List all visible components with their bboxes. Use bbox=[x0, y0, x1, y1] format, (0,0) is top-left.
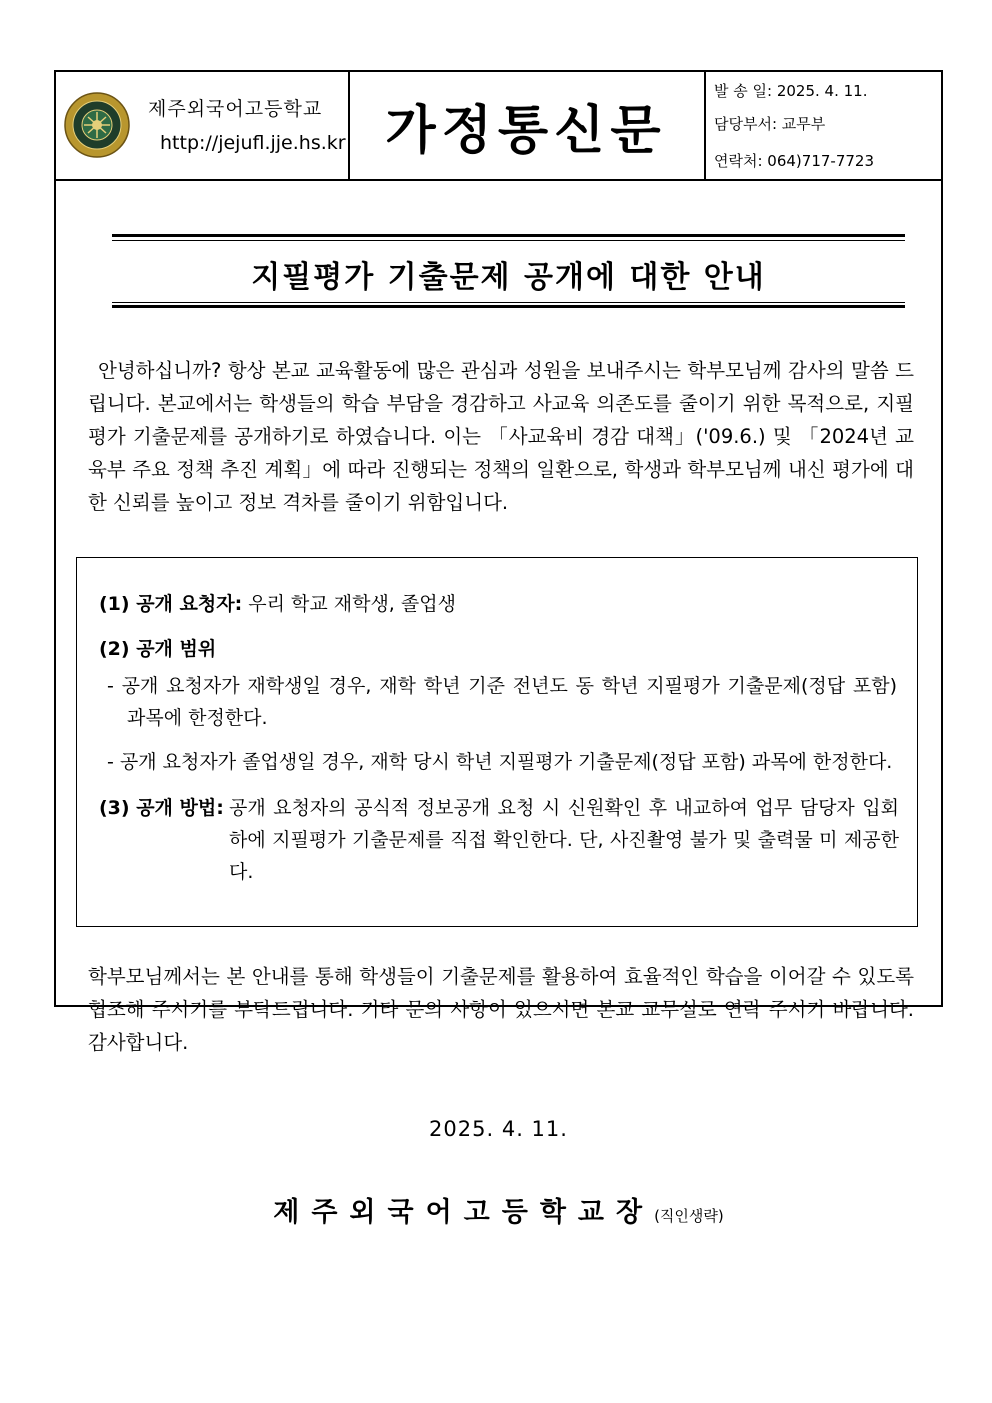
scope-label: (2) 공개 범위 bbox=[99, 638, 217, 660]
school-url[interactable]: http://jejufl.jje.hs.kr bbox=[160, 132, 346, 154]
department: 담당부서: 교무부 bbox=[714, 115, 826, 133]
info-box bbox=[76, 557, 918, 927]
requester-item bbox=[99, 588, 899, 620]
issue-date: 2025. 4. 11. bbox=[429, 1117, 568, 1141]
method-label: (3) 공개 방법: bbox=[99, 797, 224, 819]
meta-cell bbox=[704, 72, 941, 179]
school-cell bbox=[56, 72, 350, 179]
doc-title: 가정통신문 bbox=[385, 101, 667, 161]
school-name: 제주외국어고등학교 bbox=[148, 98, 323, 120]
contact: 연락처: 064)717-7723 bbox=[714, 152, 874, 170]
title-cell bbox=[348, 72, 706, 179]
topic-rule-bottom bbox=[112, 305, 905, 308]
method-value: 공개 요청자의 공식적 정보공개 요청 시 신원확인 후 내교하여 업무 담당자 입회하에 지필평가 기출문제를 직접 확인한다. 단, 사진촬영 불가 및 출력물 미 제공한다. bbox=[229, 797, 899, 883]
send-date: 발 송 일: 2025. 4. 11. bbox=[714, 82, 868, 100]
notice-frame bbox=[54, 70, 943, 1228]
requester-label: (1) 공개 요청자: bbox=[99, 593, 243, 615]
scope-bullet-graduate: - 공개 요청자가 졸업생일 경우, 재학 당시 학년 지필평가 기출문제(정답 포함) 과목에 한정한다. bbox=[107, 751, 893, 773]
seal-note: (직인생략) bbox=[654, 1207, 724, 1225]
header bbox=[56, 72, 941, 181]
signer bbox=[56, 1190, 941, 1229]
topic-rule-top bbox=[112, 234, 905, 237]
signer-name: 제주외국어고등학교장 bbox=[273, 1197, 655, 1228]
topic-title: 지필평가 기출문제 공개에 대한 안내 bbox=[251, 260, 766, 295]
scope-bullet-current: - 공개 요청자가 재학생일 경우, 재학 학년 기준 전년도 동 학년 지필평가 기출문제(정답 포함) 과목에 한정한다. bbox=[107, 675, 897, 729]
school-emblem-icon bbox=[64, 92, 130, 158]
requester-value: 우리 학교 재학생, 졸업생 bbox=[248, 593, 456, 615]
intro-paragraph: 안녕하십니까? 항상 본교 교육활동에 많은 관심과 성원을 보내주시는 학부모님께 감사의 말씀 드립니다. 본교에서는 학생들의 학습 부담을 경감하고 사교육 의존도를 줄이기 위한 목적으로, 지필평가 기출문제를 공개하기로 하였습니다. 이는 「사교육비 경감 대책」('09.6.) 및 「2024년 교육부 주요 정책 추진 계획」에 따라 진행되는 정책의 일환으로, 학생과 학부모님께 내신 평가에 대한 신뢰를 높이고 정보 격차를 줄이기 위함입니다. bbox=[88, 359, 914, 514]
closing-paragraph: 학부모님께서는 본 안내를 통해 학생들이 기출문제를 활용하여 효율적인 학습을 이어갈 수 있도록 협조해 주시기를 부탁드립니다. 기타 문의 사항이 있으시면 본교 교무실로 연락 주시기 바랍니다. 감사합니다. bbox=[88, 965, 914, 1054]
scope-item bbox=[99, 633, 899, 665]
